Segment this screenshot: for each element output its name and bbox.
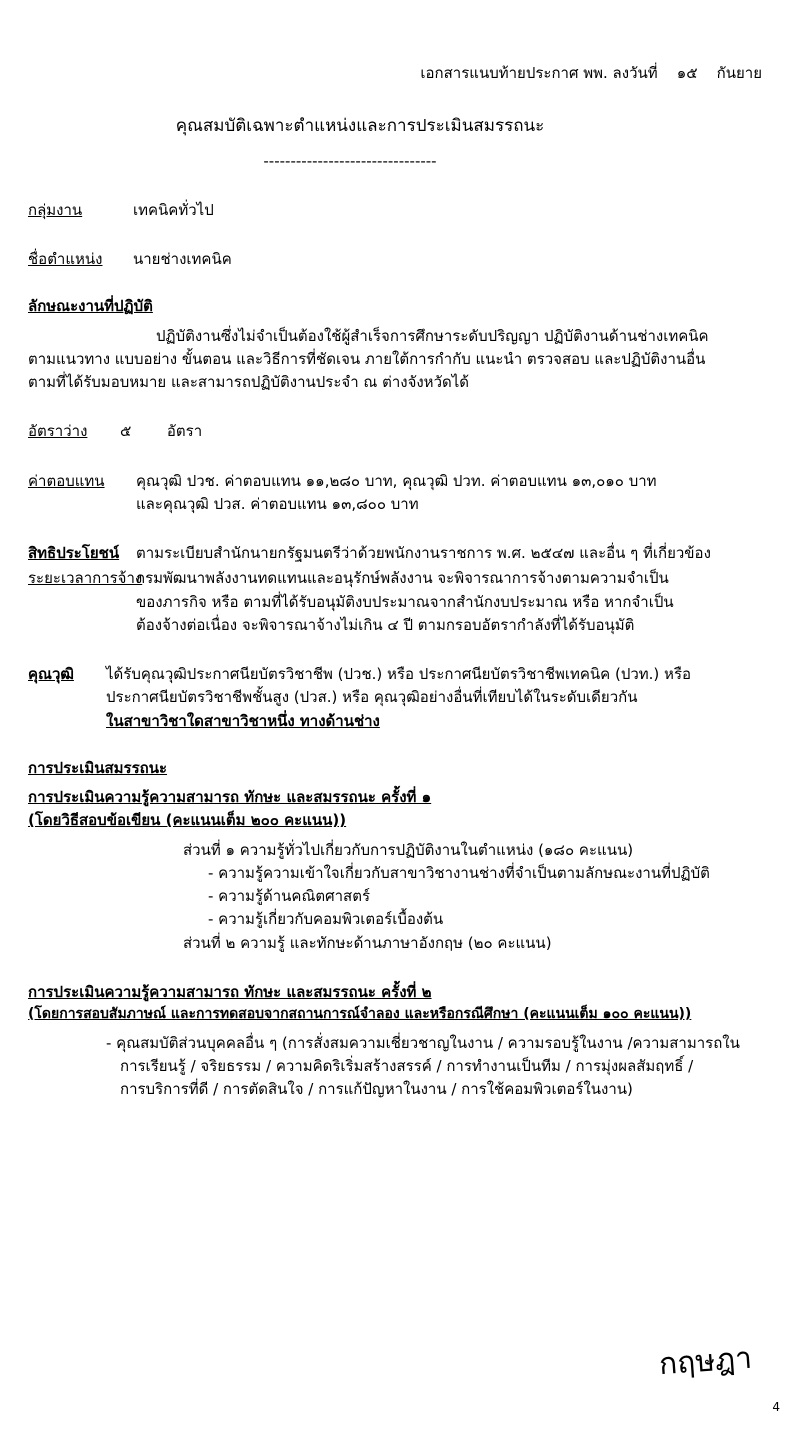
- assessment-round2-item-0: - คุณสมบัติส่วนบุคคลอื่น ๆ (การสั่งสมความเชี่ยวชาญในงาน / ความรอบรู้ในงาน /ความสามารถใน: [106, 1033, 740, 1052]
- field-group: [28, 199, 772, 222]
- document-header-note: เอกสารแนบท้ายประกาศ พพ. ลงวันที่ ๑๕ กันยาย: [420, 64, 762, 82]
- assessment-round1-heading: การประเมินความรู้ความสามารถ ทักษะ และสมรรถนะ ครั้งที่ ๑: [28, 788, 432, 807]
- field-group-value: เทคนิคทั่วไป: [133, 200, 214, 219]
- assessment-round2-heading: การประเมินความรู้ความสามารถ ทักษะ และสมรรถนะ ครั้งที่ ๒: [28, 982, 432, 1001]
- title-divider: --------------------------------: [263, 151, 437, 170]
- field-vacancy-label: อัตราว่าง: [28, 422, 88, 441]
- field-vacancy-number: ๕: [120, 422, 132, 441]
- assessment-round2-item-2: การบริการที่ดี / การตัดสินใจ / การแก้ปัญหาในงาน / การใช้คอมพิวเตอร์ในงาน): [120, 1080, 633, 1099]
- field-duration-label: ระยะเวลาการจ้าง: [28, 569, 143, 588]
- field-position: [28, 248, 772, 271]
- field-salary: [28, 470, 772, 517]
- field-duration-line1: กรมพัฒนาพลังงานทดแทนและอนุรักษ์พลังงาน จะพิจารณาการจ้างตามความจำเป็น: [136, 569, 669, 588]
- field-salary-line1: คุณวุฒิ ปวช. ค่าตอบแทน ๑๑,๒๘๐ บาท, คุณวุฒิ ปวท. ค่าตอบแทน ๑๓,๐๑๐ บาท: [136, 471, 657, 490]
- field-qualification: [28, 663, 772, 733]
- field-salary-label: ค่าตอบแทน: [28, 471, 105, 490]
- field-duties: [28, 295, 772, 394]
- field-vacancy-unit: อัตรา: [166, 422, 203, 441]
- assessment-part1-item-2: - ความรู้เกี่ยวกับคอมพิวเตอร์เบื้องต้น: [208, 910, 444, 929]
- field-salary-line2: และคุณวุฒิ ปวส. ค่าตอบแทน ๑๓,๘๐๐ บาท: [136, 494, 419, 513]
- field-group-label: กลุ่มงาน: [28, 200, 83, 219]
- assessment-part1-item-1: - ความรู้ด้านคณิตศาสตร์: [208, 887, 371, 906]
- field-duties-line3: ตามที่ได้รับมอบหมาย และสามารถปฏิบัติงานประจำ ณ ต่างจังหวัดได้: [28, 373, 470, 392]
- field-qualification-label: คุณวุฒิ: [28, 665, 74, 684]
- field-qualification-line2: ประกาศนียบัตรวิชาชีพชั้นสูง (ปวส.) หรือ คุณวุฒิอย่างอื่นที่เทียบได้ในระดับเดียวกัน: [106, 688, 638, 707]
- field-duties-line2: ตามแนวทาง แบบอย่าง ขั้นตอน และวิธีการที่ชัดเจน ภายใต้การกำกับ แนะนำ ตรวจสอบ และปฏิบัติงานอื่น: [28, 349, 706, 368]
- assessment-round1-method: (โดยวิธีสอบข้อเขียน (คะแนนเต็ม ๒๐๐ คะแนน)): [28, 811, 347, 830]
- signature: กฤษฎา: [657, 1340, 754, 1382]
- assessment-part1-item-0: - ความรู้ความเข้าใจเกี่ยวกับสาขาวิชางานช่างที่จำเป็นตามลักษณะงานที่ปฏิบัติ: [208, 863, 710, 882]
- assessment-round2-item-1: การเรียนรู้ / จริยธรรม / ความคิดริเริ่มสร้างสรรค์ / การทำงานเป็นทีม / การมุ่งผลสัมฤทธิ์ /: [120, 1057, 694, 1076]
- field-benefits-label: สิทธิประโยชน์: [28, 544, 120, 563]
- field-duties-line1: ปฏิบัติงานซึ่งไม่จำเป็นต้องใช้ผู้สำเร็จการศึกษาระดับปริญญา ปฏิบัติงานด้านช่างเทคนิค: [156, 326, 709, 345]
- field-duration-line3: ต้องจ้างต่อเนื่อง จะพิจารณาจ้างไม่เกิน ๔ ปี ตามกรอบอัตรากำลังที่ได้รับอนุมัติ: [136, 615, 635, 634]
- field-duration: [28, 567, 772, 637]
- field-benefits: [28, 542, 772, 565]
- page-number: 4: [772, 1400, 780, 1415]
- field-vacancy: [28, 420, 772, 443]
- field-duration-line2: ของภารกิจ หรือ ตามที่ได้รับอนุมัติงบประมาณจากสำนักงบประมาณ หรือ หากจำเป็น: [136, 592, 674, 611]
- field-position-value: นายช่างเทคนิค: [133, 250, 232, 269]
- assessment-round2-method: (โดยการสอบสัมภาษณ์ และการทดสอบจากสถานการณ์จำลอง และหรือกรณีศึกษา (คะแนนเต็ม ๑๐๐ คะแนน)): [28, 1006, 692, 1023]
- assessment-heading: การประเมินสมรรถนะ: [28, 758, 168, 777]
- field-duties-label: ลักษณะงานที่ปฏิบัติ: [28, 297, 153, 316]
- field-benefits-value: ตามระเบียบสำนักนายกรัฐมนตรีว่าด้วยพนักงานราชการ พ.ศ. ๒๕๔๗ และอื่น ๆ ที่เกี่ยวข้อง: [136, 544, 711, 563]
- assessment-part2-title: ส่วนที่ ๒ ความรู้ และทักษะด้านภาษาอังกฤษ (๒๐ คะแนน): [183, 933, 552, 952]
- field-qualification-line3: ในสาขาวิชาใดสาขาวิชาหนึ่ง ทางด้านช่าง: [106, 711, 380, 730]
- field-position-label: ชื่อตำแหน่ง: [28, 250, 103, 269]
- page-title: คุณสมบัติเฉพาะตำแหน่งและการประเมินสมรรถนะ: [175, 116, 545, 137]
- assessment-part1-title: ส่วนที่ ๑ ความรู้ทั่วไปเกี่ยวกับการปฏิบัติงานในตำแหน่ง (๑๘๐ คะแนน): [183, 840, 634, 859]
- field-qualification-line1: ได้รับคุณวุฒิประกาศนียบัตรวิชาชีพ (ปวช.) หรือ ประกาศนียบัตรวิชาชีพเทคนิค (ปวท.) หรือ: [106, 665, 692, 684]
- assessment-section: [28, 757, 772, 1102]
